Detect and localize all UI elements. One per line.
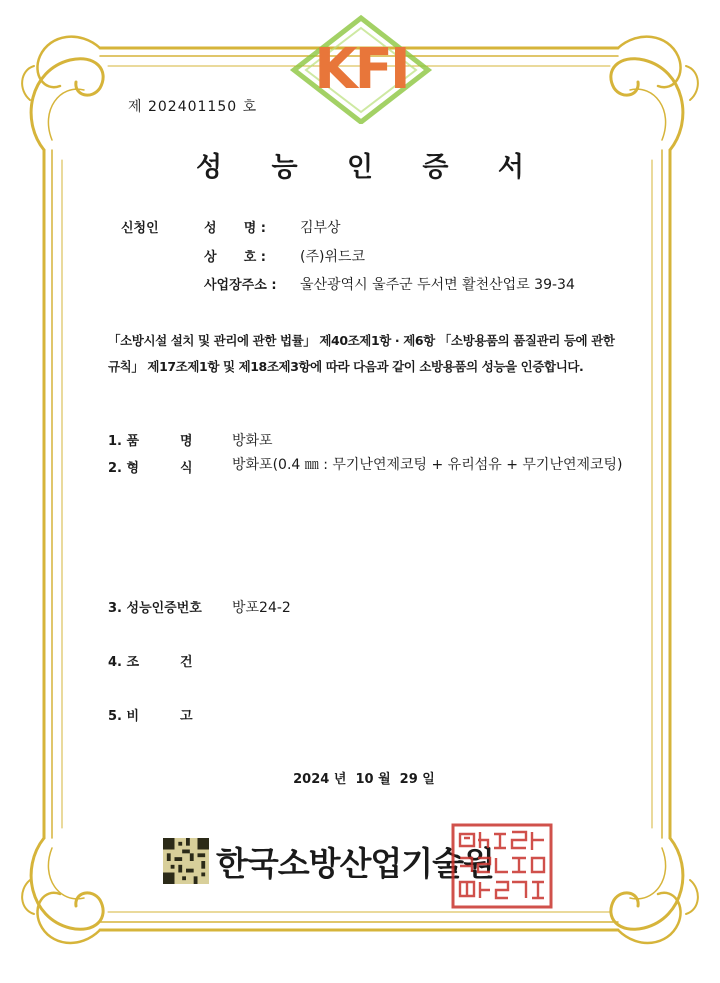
- item-value: 방포24-2: [232, 600, 291, 616]
- certification-statement: 「소방시설 설치 및 관리에 관한 법률」 제40조제1항 · 제6항 「소방용품의 품질관리 등에 관한 규칙」 제17조제1항 및 제18조제3항에 따라 다음과 같이 소방용품의 성능을 인증합니다.: [108, 333, 615, 374]
- applicant-block: [121, 217, 575, 293]
- official-seal: [450, 822, 554, 910]
- field-value: 울산광역시 울주군 두서면 활천산업로 39-34: [300, 277, 575, 293]
- qr-code: [162, 838, 210, 884]
- field-label: 성 명 :: [204, 221, 266, 236]
- certificate-number: 제 202401150 호: [128, 99, 258, 115]
- logo-text: KFI: [314, 37, 408, 102]
- applicant-label: 신청인: [121, 221, 159, 236]
- item-label: 4. 조: [108, 655, 140, 670]
- item-label: 2. 형: [108, 461, 140, 476]
- kfi-logo: [286, 14, 436, 124]
- item-label: 5. 비: [108, 709, 140, 724]
- item-label-suffix: 식: [180, 461, 193, 476]
- issue-date: 2024 년 10 월 29 일: [293, 772, 435, 787]
- issuer-name: 한국소방산업기술원: [216, 844, 494, 883]
- field-label: 사업장주소 :: [204, 278, 277, 293]
- page-title: 성 능 인 증 서: [195, 152, 544, 183]
- field-value: (주)위드코: [300, 249, 366, 265]
- item-label-suffix: 고: [180, 709, 193, 724]
- item-label-suffix: 명: [180, 434, 193, 449]
- field-label: 상 호 :: [204, 250, 266, 265]
- field-value: 김부상: [300, 220, 341, 236]
- item-value: 방화포: [232, 433, 273, 449]
- item-label-suffix: 건: [180, 655, 193, 670]
- item-label: 1. 품: [108, 434, 140, 449]
- item-label: 3. 성능인증번호: [108, 601, 202, 616]
- item-value: 방화포(0.4 ㎜ : 무기난연제코팅 + 유리섬유 + 무기난연제코팅): [232, 457, 623, 473]
